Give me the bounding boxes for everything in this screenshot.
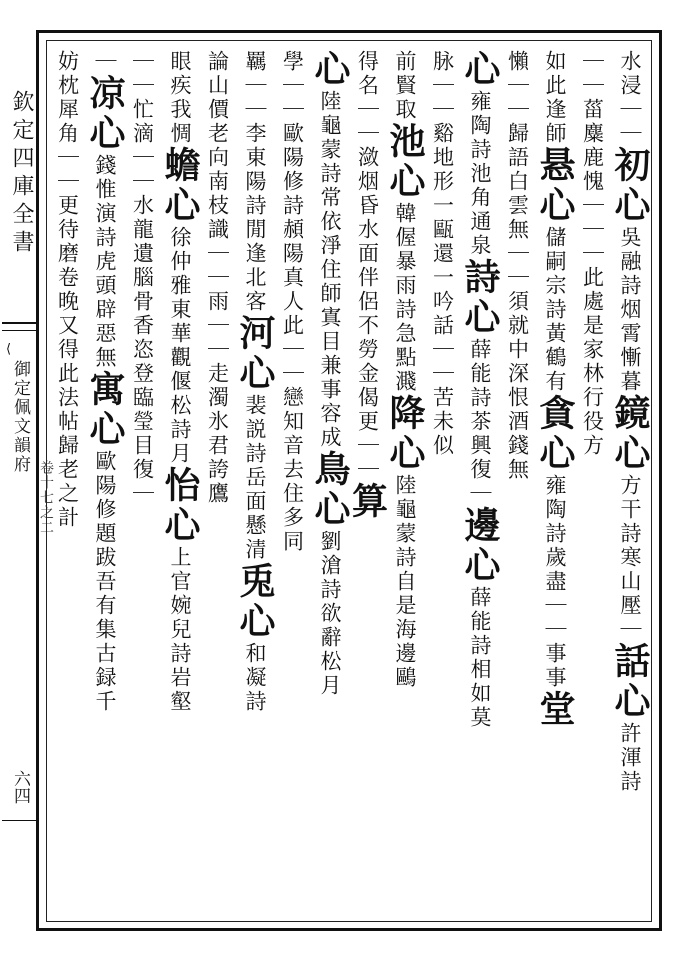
annotation-text: 上官婉兒詩岩壑 [168, 546, 192, 714]
text-column [161, 50, 199, 918]
annotation-text: 學｜｜歐陽修詩頳陽真人此｜｜ [280, 50, 305, 386]
annotation-text: 雍陶詩池角通泉 [468, 90, 492, 258]
text-column [273, 50, 311, 918]
annotation-text: 羈｜｜李東陽詩閒逢北客 [243, 50, 267, 314]
annotation-text: 得名 [355, 50, 380, 98]
text-column [198, 50, 236, 918]
text-column [236, 50, 274, 918]
page-number: 六四 [10, 770, 30, 804]
headword: 鳥心 [309, 450, 351, 530]
margin-rule-foot [2, 820, 36, 821]
headword: 貪心 [534, 394, 576, 474]
margin-rule-top [2, 322, 36, 324]
annotation-text: 前賢取 [393, 50, 417, 122]
headword: 詩心 [459, 258, 501, 338]
annotation-text: 脉｜｜谿地形 [430, 50, 455, 194]
annotation-text: 懶｜｜ [505, 50, 530, 122]
text-column [573, 50, 611, 918]
annotation-text: 水浸 [618, 50, 642, 98]
headword: 話心 [609, 642, 651, 722]
headword: 算 [346, 482, 389, 522]
annotation-text: 薛能詩茶興復｜ [468, 338, 492, 506]
annotation-text: 論山價老向南枝識｜｜ [205, 50, 230, 290]
annotation-text: 錢惟演詩虎頭辟惡無 [93, 154, 117, 370]
margin-rule-bottom [2, 330, 36, 331]
headword: 怡心 [159, 466, 201, 546]
annotation-text: 妨枕犀角｜｜更待磨 [55, 50, 80, 266]
headword: 初心 [609, 146, 651, 226]
text-column [386, 50, 424, 918]
annotation-text: 雨｜｜走濁氷 [205, 290, 230, 434]
annotation-text: 眼疾我惆 [168, 50, 192, 146]
annotation-text: ｜此處是家林 [580, 242, 605, 386]
volume-label: 卷十七之二 [38, 460, 54, 535]
annotation-text: 話｜｜苦未似 [430, 314, 455, 458]
book-title: 欽定四庫全書 [9, 90, 34, 258]
section-title: 御定佩文韻府 [10, 360, 30, 474]
annotation-text: 歐陽修題跋吾有集古録千 [93, 450, 117, 714]
annotation-text: 陸龜蒙詩常依淨住師寘目兼事容成 [318, 90, 342, 450]
text-column [498, 50, 536, 918]
headword: 兎心 [234, 562, 276, 642]
annotation-text: 君誇鷹 [205, 434, 230, 506]
annotation-text: 劉滄詩欲辭松月 [318, 530, 342, 698]
annotation-text: 歸語白雲無｜｜ [505, 122, 530, 290]
headword: 堂 [534, 690, 576, 730]
text-column [461, 50, 499, 918]
annotation-text: 如此逢師 [543, 50, 567, 146]
text-column [123, 50, 161, 918]
headword: 邊心 [459, 506, 501, 586]
annotation-text: ｜｜ [618, 98, 642, 146]
headword: 心 [459, 50, 501, 90]
annotation-text: 雍陶詩歲盡｜｜事事 [543, 474, 567, 690]
headword: 池心 [384, 122, 426, 202]
annotation-text: 吳融詩烟霄慚暮 [618, 226, 642, 394]
annotation-text: ｜｜ [580, 50, 605, 98]
headword: 蟾心 [159, 146, 201, 226]
annotation-text: 薛能詩相如莫 [468, 586, 492, 730]
headword: 降心 [384, 394, 426, 474]
annotation-text: 韓偓暴雨詩急點濺 [393, 202, 417, 394]
fishtail-mark: ⟨ [6, 342, 12, 357]
annotation-text: 恣登臨瑩目復｜ [130, 338, 155, 506]
headword: 寓心 [84, 370, 126, 450]
headword: 悬心 [534, 146, 576, 226]
annotation-text: 儲嗣宗詩黃鶴有 [543, 226, 567, 394]
headword: 心 [309, 50, 351, 90]
annotation-text: 方干詩寒山壓｜ [618, 474, 642, 642]
annotation-text: 陸龜蒙詩自是海邊鷗 [393, 474, 417, 690]
headword: 河心 [234, 314, 276, 394]
text-column [423, 50, 461, 918]
text-column [48, 50, 86, 918]
annotation-text: 一甌還一吟 [430, 194, 455, 314]
text-column [611, 50, 649, 918]
annotation-text: 徐仲雅東華觀偃松詩月 [168, 226, 192, 466]
text-column [346, 50, 389, 918]
headword: 凉心 [84, 74, 126, 154]
annotation-text: ｜｜潋烟昏水面 [355, 98, 380, 266]
annotation-text: 戀知音去住多同 [280, 386, 305, 554]
annotation-text: 伴侶不勞金偈更｜｜ [355, 266, 380, 482]
annotation-text: 滴｜｜水龍遺腦骨香 [130, 122, 155, 338]
annotation-text: 裴説詩岳面懸清 [243, 394, 267, 562]
annotation-text: 菑麋鹿愧｜｜ [580, 98, 605, 242]
annotation-text: 和凝詩 [243, 642, 267, 714]
annotation-text: 許渾詩 [618, 722, 642, 794]
page-margin [0, 30, 54, 931]
text-column [86, 50, 124, 918]
annotation-text: ｜ [93, 50, 117, 74]
annotation-text: 須就中深恨酒錢無 [505, 290, 530, 482]
annotation-text: 卷晚又得此法帖歸老之計 [55, 266, 80, 530]
annotation-text: 行役方 [580, 386, 605, 458]
text-column [536, 50, 574, 918]
annotation-text: ｜｜忙 [130, 50, 155, 122]
text-column [311, 50, 349, 918]
headword: 鏡心 [609, 394, 651, 474]
